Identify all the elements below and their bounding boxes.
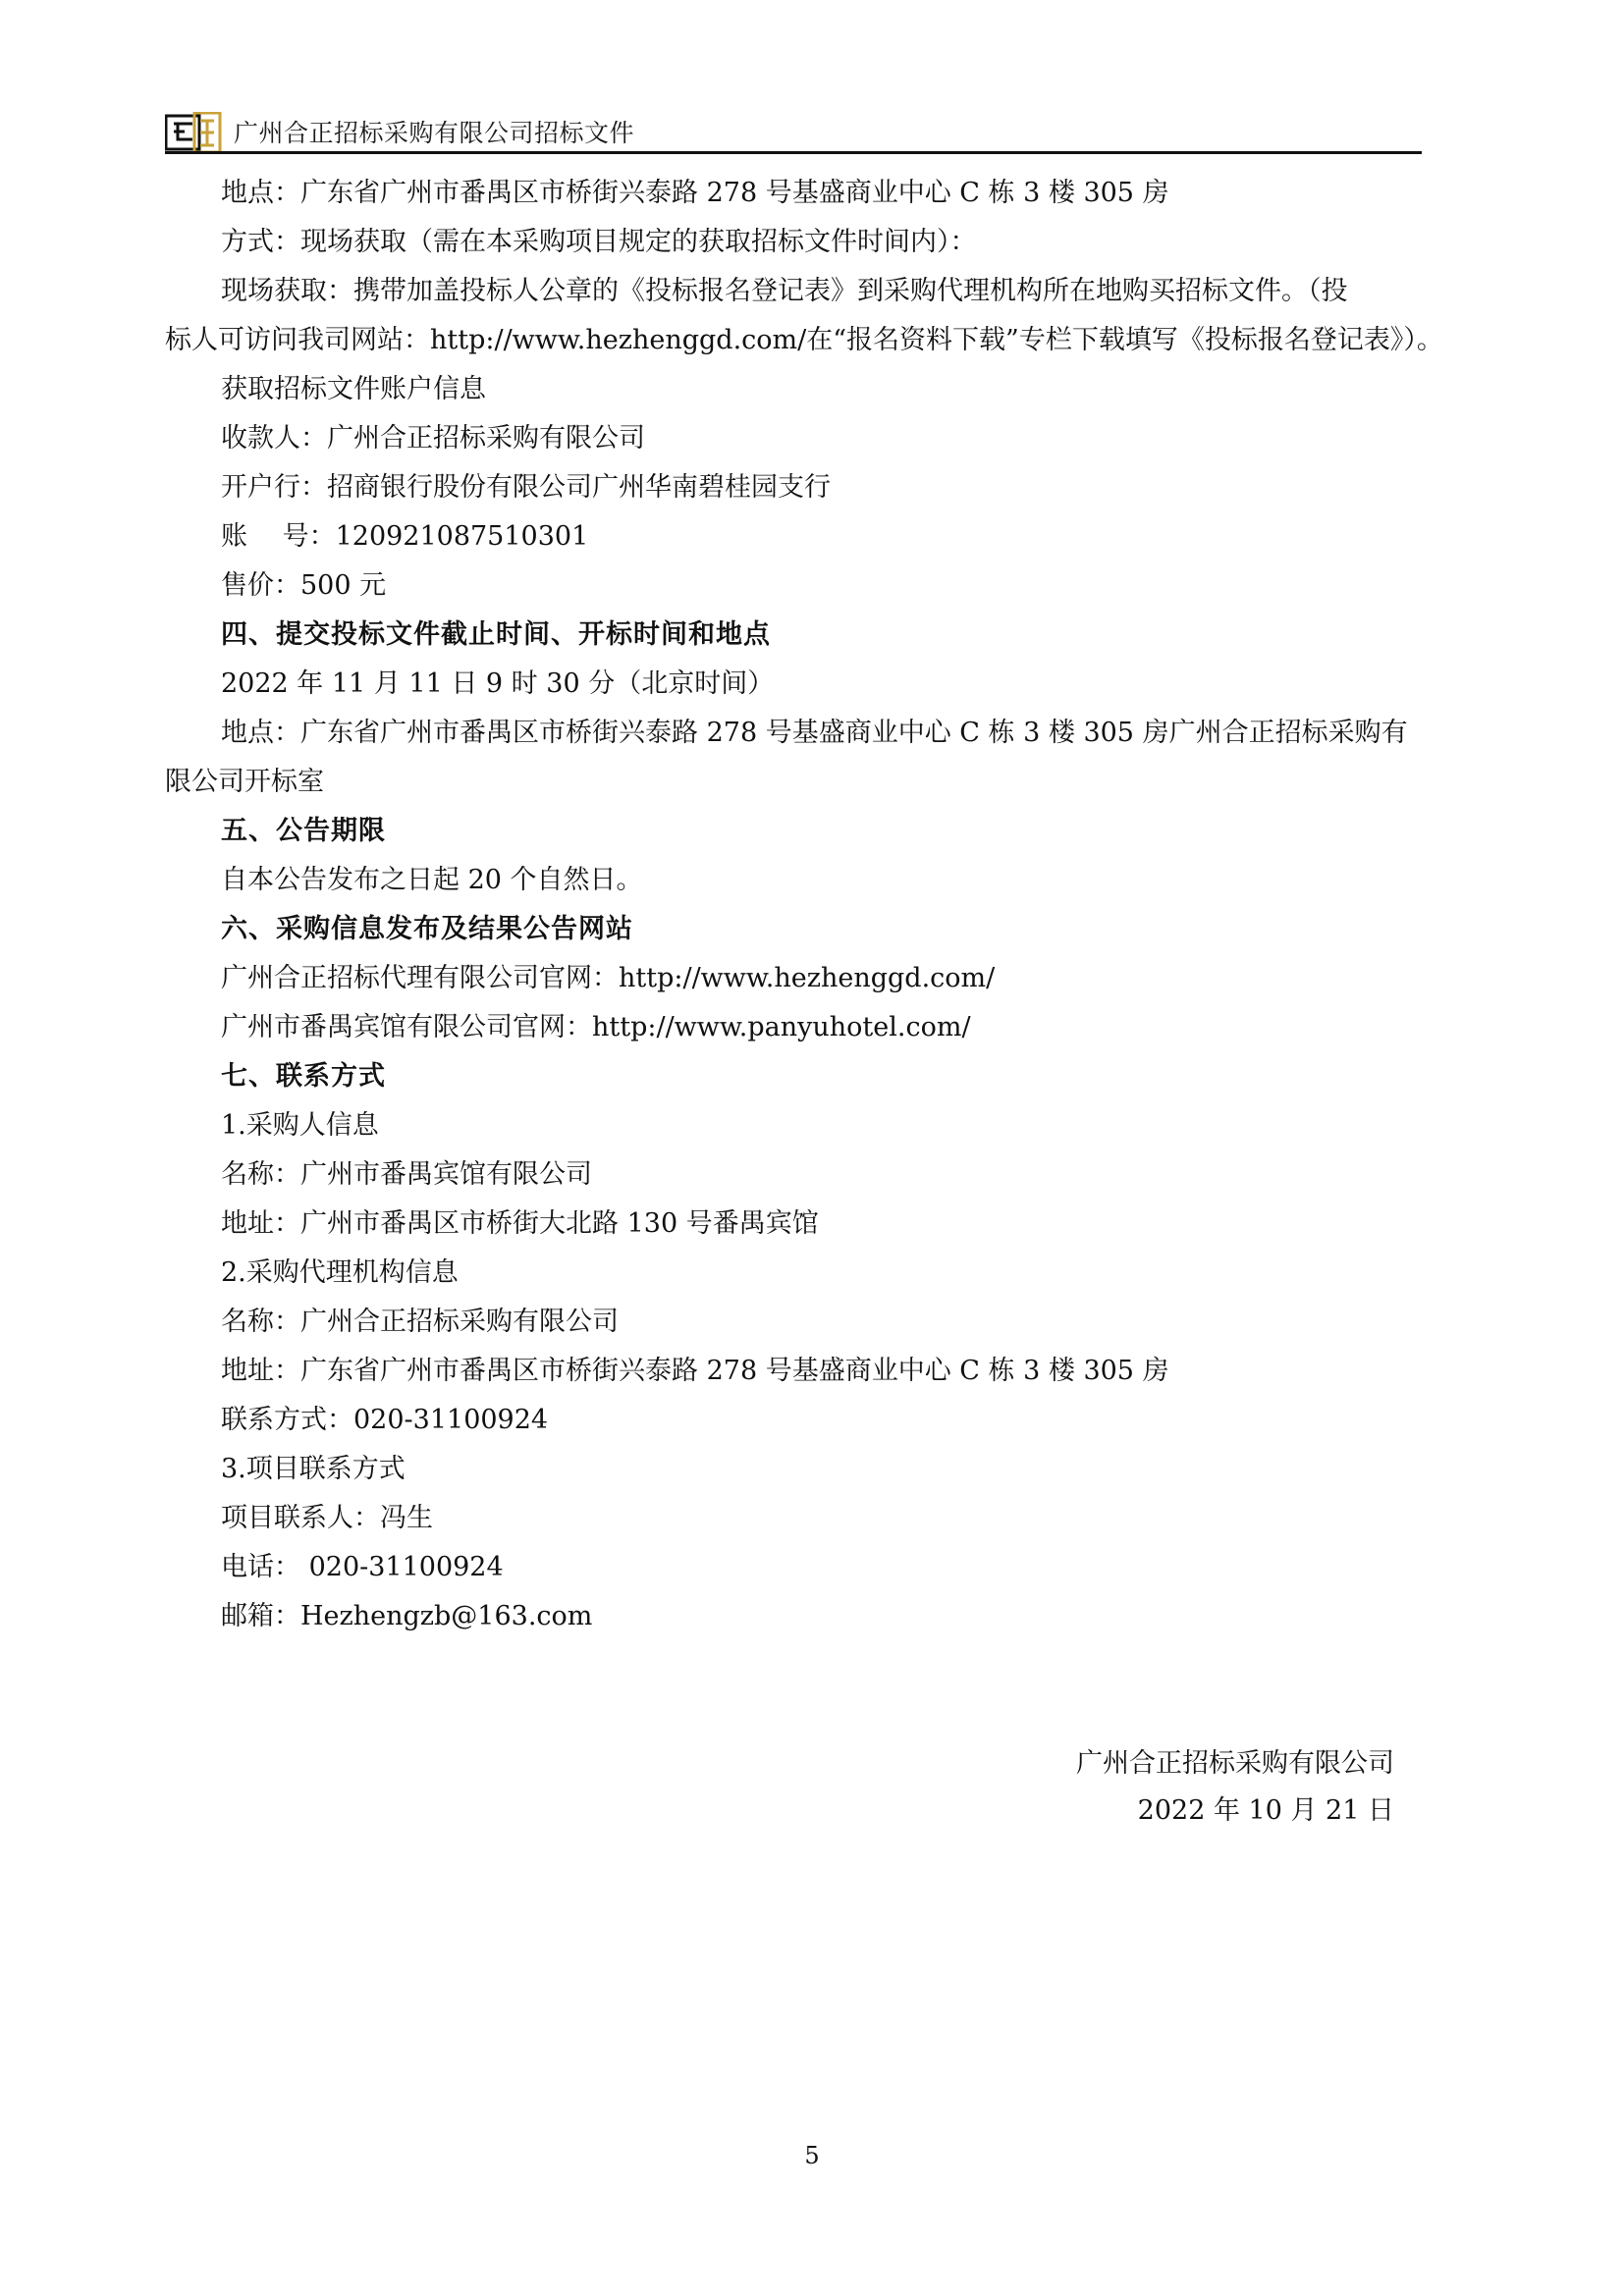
agency-name: 名称：广州合正招标采购有限公司: [221, 1307, 619, 1337]
bank: 开户行：招商银行股份有限公司广州华南碧桂园支行: [221, 472, 831, 503]
section-5-heading: 五、公告期限: [221, 816, 386, 846]
signature-date: 2022 年 10 月 21 日: [1137, 1795, 1394, 1826]
project-contact-title: 3.项目联系方式: [221, 1454, 406, 1484]
account-number: 账 号：120921087510301: [221, 521, 589, 552]
purchaser-name: 名称：广州市番禺宾馆有限公司: [221, 1159, 592, 1190]
signature-company: 广州合正招标采购有限公司: [1076, 1748, 1394, 1779]
page-header: [165, 110, 1422, 154]
agency-address: 地址：广东省广州市番禺区市桥街兴泰路 278 号基盛商业中心 C 栋 3 楼 305 房: [221, 1356, 1169, 1386]
purchaser-info-title: 1.采购人信息: [221, 1110, 379, 1141]
purchaser-website: 广州市番禺宾馆有限公司官网：http://www.panyuhotel.com/: [221, 1012, 971, 1042]
company-logo-icon: [165, 112, 222, 153]
price: 售价：500 元: [221, 570, 387, 601]
opening-location: 地点：广东省广州市番禺区市桥街兴泰路 278 号基盛商业中心 C 栋 3 楼 305 房广州合正招标采购有: [221, 718, 1408, 748]
purchase-location: 地点：广东省广州市番禺区市桥街兴泰路 278 号基盛商业中心 C 栋 3 楼 305 房: [221, 178, 1169, 208]
payee: 收款人：广州合正招标采购有限公司: [221, 423, 645, 454]
section-4-heading: 四、提交投标文件截止时间、开标时间和地点: [221, 619, 771, 650]
onsite-acquisition: 现场获取：携带加盖投标人公章的《投标报名登记表》到采购代理机构所在地购买招标文件。（投: [221, 276, 1348, 306]
onsite-acquisition-continued: 标人可访问我司网站：http://www.hezhenggd.com/在“报名资料下载”专栏下载填写《投标报名登记表》）。: [165, 325, 1443, 355]
document-body: [165, 169, 1481, 1641]
agency-info-title: 2.采购代理机构信息: [221, 1257, 459, 1288]
deadline-time: 2022 年 11 月 11 日 9 时 30 分（北京时间）: [221, 668, 775, 699]
project-email: 邮箱：Hezhengzb@163.com: [221, 1601, 593, 1631]
page-number: 5: [804, 2142, 820, 2169]
opening-location-continued: 限公司开标室: [165, 767, 324, 797]
header-title: 广州合正招标采购有限公司招标文件: [234, 119, 635, 147]
notice-period: 自本公告发布之日起 20 个自然日。: [221, 865, 643, 895]
agency-contact: 联系方式：020-31100924: [221, 1405, 549, 1435]
project-contact-person: 项目联系人：冯生: [221, 1503, 433, 1533]
signature-block: [1076, 1740, 1394, 1835]
acquisition-method: 方式：现场获取（需在本采购项目规定的获取招标文件时间内）：: [221, 227, 977, 257]
project-phone: 电话： 020-31100924: [221, 1552, 504, 1582]
section-7-heading: 七、联系方式: [221, 1061, 386, 1092]
purchaser-address: 地址：广州市番禺区市桥街大北路 130 号番禺宾馆: [221, 1208, 819, 1239]
agency-website: 广州合正招标代理有限公司官网：http://www.hezhenggd.com/: [221, 963, 996, 993]
header-rule: [165, 151, 1422, 154]
account-info-title: 获取招标文件账户信息: [221, 374, 486, 404]
section-6-heading: 六、采购信息发布及结果公告网站: [221, 914, 633, 944]
